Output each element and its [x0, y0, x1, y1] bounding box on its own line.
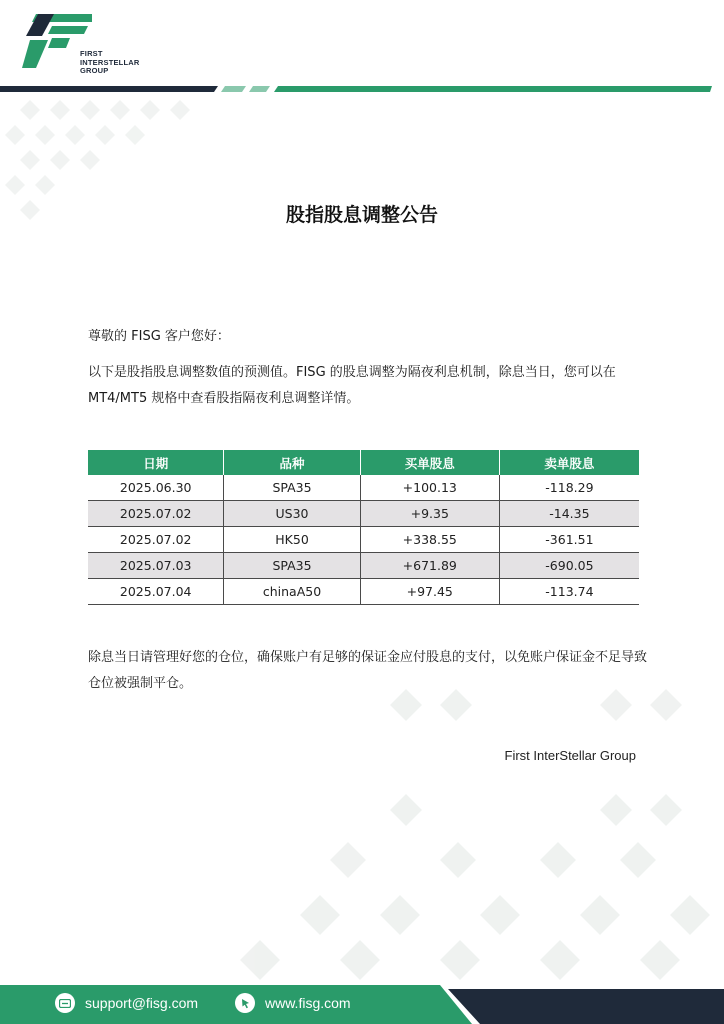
- symbol-cell: chinaA50: [224, 579, 360, 605]
- long-dividend-cell: +9.35: [360, 501, 499, 527]
- email-icon: [55, 993, 75, 1013]
- cursor-icon: [235, 993, 255, 1013]
- table-row: [88, 501, 639, 527]
- table-row: [88, 475, 639, 501]
- long-dividend-cell: +338.55: [360, 527, 499, 553]
- long-dividend-cell: +97.45: [360, 579, 499, 605]
- symbol-cell: SPA35: [224, 553, 360, 579]
- header-divider: [0, 84, 724, 94]
- date-cell: 2025.07.02: [88, 501, 224, 527]
- table-row: [88, 579, 639, 605]
- logo-wordmark: [80, 50, 139, 76]
- logo-line: INTERSTELLAR: [80, 57, 140, 67]
- symbol-cell: SPA35: [224, 475, 360, 501]
- intro-paragraph: 以下是股指股息调整数值的预测值。FISG 的股息调整为隔夜利息机制，除息当日，您可以在 MT4/MT5 规格中查看股指隔夜利息调整详情。: [88, 365, 616, 406]
- column-header-long-dividend: 买单股息: [360, 450, 499, 475]
- company-logo: [22, 12, 152, 75]
- short-dividend-cell: -113.74: [499, 579, 639, 605]
- date-cell: 2025.07.04: [88, 579, 224, 605]
- symbol-cell: HK50: [224, 527, 360, 553]
- date-cell: 2025.06.30: [88, 475, 224, 501]
- column-header-date: 日期: [88, 450, 224, 475]
- column-header-short-dividend: 卖单股息: [499, 450, 639, 475]
- table-row: [88, 527, 639, 553]
- short-dividend-cell: -361.51: [499, 527, 639, 553]
- dividend-table: [88, 450, 639, 605]
- logo-line: GROUP: [80, 66, 109, 75]
- date-cell: 2025.07.03: [88, 553, 224, 579]
- signature: First InterStellar Group: [504, 748, 636, 763]
- column-header-symbol: 品种: [224, 450, 360, 475]
- table-row: [88, 553, 639, 579]
- greeting-text: 尊敬的 FISG 客户您好：: [88, 329, 230, 344]
- long-dividend-cell: +671.89: [360, 553, 499, 579]
- margin-notice: 除息当日请管理好您的仓位，确保账户有足够的保证金应付股息的支付，以免账户保证金不足导致仓位被强制平仓。: [88, 650, 648, 691]
- short-dividend-cell: -690.05: [499, 553, 639, 579]
- table-header-row: [88, 450, 639, 475]
- page-title: 股指股息调整公告: [285, 204, 438, 226]
- email-link[interactable]: support@fisg.com: [85, 995, 199, 1011]
- symbol-cell: US30: [224, 501, 360, 527]
- logo-line: FIRST: [80, 49, 103, 58]
- short-dividend-cell: -118.29: [499, 475, 639, 501]
- date-cell: 2025.07.02: [88, 527, 224, 553]
- long-dividend-cell: +100.13: [360, 475, 499, 501]
- footer-website[interactable]: [235, 993, 351, 1013]
- footer-email[interactable]: [55, 993, 198, 1013]
- website-link[interactable]: www.fisg.com: [265, 995, 351, 1011]
- short-dividend-cell: -14.35: [499, 501, 639, 527]
